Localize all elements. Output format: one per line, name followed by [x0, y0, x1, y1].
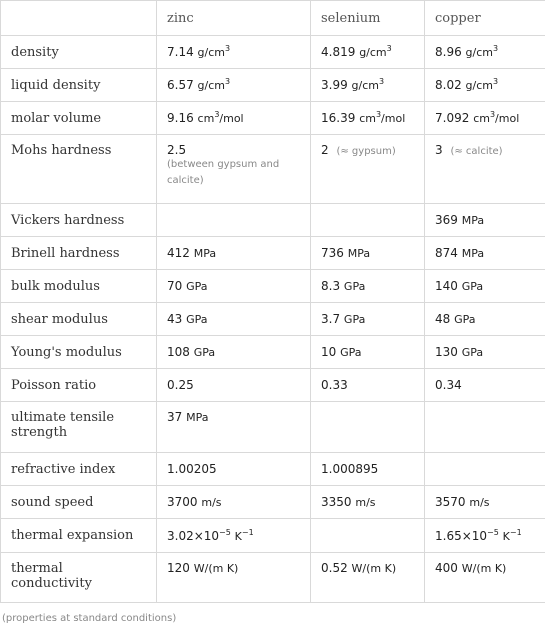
unit-exponent: 3: [386, 44, 392, 53]
value-number: 874: [435, 246, 458, 260]
row-label-vickers-hardness: Vickers hardness: [1, 204, 157, 237]
value-cell: [425, 237, 545, 270]
unit-label: MPa: [186, 411, 209, 424]
footer-note: (properties at standard conditions): [2, 613, 177, 624]
row-label-sound-speed: sound speed: [1, 486, 157, 519]
unit-label: GPa: [186, 313, 208, 326]
table-row: [1, 69, 545, 102]
table-row: [1, 102, 545, 135]
value-number: 0.34: [435, 378, 462, 392]
unit-label: g/cm: [465, 46, 493, 59]
value-number: 3.7: [321, 312, 341, 326]
value-number: 16.39: [321, 111, 356, 125]
value-number: 3: [435, 143, 443, 157]
unit-label: GPa: [461, 346, 484, 359]
exponent: −5: [219, 527, 231, 537]
unit-exponent: 3: [375, 110, 382, 119]
row-label-liquid-density: liquid density: [1, 69, 157, 102]
unit-exponent: 3: [214, 110, 220, 119]
corner-cell: [1, 1, 157, 36]
value-note: (between gypsum and calcite): [167, 159, 280, 186]
value-cell: [311, 204, 425, 237]
times-ten: ×10: [193, 528, 220, 543]
unit-suffix: /mol: [219, 112, 244, 125]
value-number: 3.02: [167, 528, 194, 543]
unit-exponent: 3: [225, 77, 231, 86]
value-number: 9.16: [167, 111, 194, 125]
value-cell: [311, 36, 425, 69]
unit-label: W/(m K): [461, 562, 507, 575]
value-number: 3350: [321, 495, 352, 509]
value-number: 6.57: [167, 78, 194, 92]
value-cell: [425, 270, 545, 303]
unit-exponent: 3: [493, 44, 499, 53]
value-number: 1.000895: [321, 462, 379, 476]
value-cell: [157, 303, 311, 336]
value-cell: [157, 519, 311, 553]
table-row: [1, 486, 545, 519]
value-number: 8.02: [435, 78, 462, 92]
unit-label: GPa: [461, 280, 484, 293]
value-number: 10: [321, 345, 337, 359]
column-header-copper: copper: [425, 1, 545, 36]
value-cell: [311, 336, 425, 369]
value-number: 48: [435, 312, 451, 326]
value-number: 140: [435, 279, 458, 293]
value-number: 400: [435, 561, 458, 575]
value-number: 7.092: [435, 111, 470, 125]
value-note: (≈ calcite): [450, 146, 503, 157]
value-number: 7.14: [167, 45, 194, 59]
value-number: 3570: [435, 495, 466, 509]
table-body: [1, 36, 545, 603]
value-number: 2.5: [167, 143, 187, 157]
value-cell: [157, 453, 311, 486]
value-cell: [311, 102, 425, 135]
row-label-bulk-modulus: bulk modulus: [1, 270, 157, 303]
value-number: 8.96: [435, 45, 462, 59]
row-label-thermal-conductivity: thermal conductivity: [1, 553, 157, 603]
unit-suffix: /mol: [495, 112, 520, 125]
value-cell: [311, 135, 425, 204]
unit-label: MPa: [461, 214, 485, 227]
value-cell: [157, 102, 311, 135]
value-number: 120: [167, 561, 190, 575]
value-number: 1.65: [435, 528, 462, 543]
unit-label: MPa: [193, 247, 217, 260]
value-note: (≈ gypsum): [336, 146, 396, 157]
column-header-zinc: zinc: [157, 1, 311, 36]
unit-label: W/(m K): [193, 562, 239, 575]
unit-label: K: [234, 529, 242, 543]
unit-label: g/cm: [465, 79, 493, 92]
value-number: 0.25: [167, 378, 194, 392]
exponent: −5: [487, 527, 499, 537]
unit-label: cm: [473, 112, 490, 125]
value-number: 3700: [167, 495, 198, 509]
unit-label: g/cm: [351, 79, 379, 92]
value-cell: [157, 69, 311, 102]
value-cell: [311, 553, 425, 603]
unit-label: W/(m K): [351, 562, 397, 575]
value-cell: [311, 486, 425, 519]
row-label-mohs-hardness: Mohs hardness: [1, 135, 157, 204]
unit-exponent: 3: [225, 44, 231, 53]
value-cell: [311, 402, 425, 453]
table-row: [1, 303, 545, 336]
value-cell: [311, 453, 425, 486]
unit-exponent: −1: [241, 527, 254, 537]
times-ten: ×10: [461, 528, 488, 543]
unit-label: g/cm: [359, 46, 387, 59]
row-label-thermal-expansion: thermal expansion: [1, 519, 157, 553]
value-cell: [157, 204, 311, 237]
value-number: 369: [435, 213, 458, 227]
unit-label: cm: [359, 112, 376, 125]
value-number: 0.33: [321, 378, 348, 392]
unit-label: m/s: [201, 496, 222, 509]
value-cell: [311, 270, 425, 303]
row-label-ultimate-tensile-strength: ultimate tensile strength: [1, 402, 157, 453]
value-cell: [157, 486, 311, 519]
value-cell: [425, 303, 545, 336]
value-cell: [311, 519, 425, 553]
value-cell: [425, 402, 545, 453]
table-row: [1, 369, 545, 402]
value-cell: [157, 553, 311, 603]
row-label-brinell-hardness: Brinell hardness: [1, 237, 157, 270]
row-label-shear-modulus: shear modulus: [1, 303, 157, 336]
value-cell: [311, 369, 425, 402]
value-cell: [425, 135, 545, 204]
unit-label: K: [502, 529, 510, 543]
header-row: [1, 1, 545, 36]
unit-exponent: 3: [489, 110, 496, 119]
value-number: 1.00205: [167, 462, 217, 476]
unit-label: cm: [197, 112, 215, 125]
value-cell: [425, 519, 545, 553]
value-cell: [157, 237, 311, 270]
value-cell: [157, 135, 311, 204]
value-number: 37: [167, 410, 183, 424]
row-label-young-s-modulus: Young's modulus: [1, 336, 157, 369]
value-number: 412: [167, 246, 190, 260]
unit-suffix: /mol: [381, 112, 406, 125]
value-cell: [425, 36, 545, 69]
unit-exponent: 3: [379, 77, 385, 86]
value-number: 70: [167, 279, 183, 293]
value-cell: [425, 369, 545, 402]
value-cell: [157, 336, 311, 369]
value-cell: [157, 369, 311, 402]
unit-label: m/s: [355, 496, 376, 509]
unit-label: MPa: [347, 247, 371, 260]
value-number: 3.99: [321, 78, 348, 92]
value-cell: [157, 36, 311, 69]
value-cell: [425, 69, 545, 102]
value-number: 130: [435, 345, 458, 359]
unit-exponent: −1: [509, 527, 522, 537]
row-label-molar-volume: molar volume: [1, 102, 157, 135]
table-row: [1, 36, 545, 69]
value-number: 108: [167, 345, 190, 359]
table-row: [1, 519, 545, 553]
table-row: [1, 135, 545, 204]
value-cell: [311, 69, 425, 102]
value-cell: [311, 237, 425, 270]
table-row: [1, 553, 545, 603]
value-cell: [425, 453, 545, 486]
table-row: [1, 336, 545, 369]
row-label-poisson-ratio: Poisson ratio: [1, 369, 157, 402]
value-cell: [425, 486, 545, 519]
table-row: [1, 453, 545, 486]
unit-label: GPa: [343, 313, 366, 326]
table-row: [1, 270, 545, 303]
row-label-density: density: [1, 36, 157, 69]
value-cell: [425, 204, 545, 237]
value-cell: [425, 553, 545, 603]
unit-label: GPa: [340, 346, 362, 359]
value-number: 8.3: [321, 279, 341, 293]
unit-label: g/cm: [197, 79, 225, 92]
unit-label: GPa: [343, 280, 366, 293]
table-row: [1, 237, 545, 270]
table-row: [1, 204, 545, 237]
value-number: 2: [321, 143, 329, 157]
value-cell: [311, 303, 425, 336]
value-number: 43: [167, 312, 183, 326]
value-number: 0.52: [321, 561, 348, 575]
value-cell: [157, 270, 311, 303]
unit-exponent: 3: [493, 77, 499, 86]
value-number: 736: [321, 246, 344, 260]
row-label-refractive-index: refractive index: [1, 453, 157, 486]
value-cell: [157, 402, 311, 453]
unit-label: GPa: [193, 346, 216, 359]
value-cell: [425, 102, 545, 135]
table-row: [1, 402, 545, 453]
unit-label: g/cm: [197, 46, 225, 59]
value-number: 4.819: [321, 45, 356, 59]
unit-label: GPa: [186, 280, 208, 293]
column-header-selenium: selenium: [311, 1, 425, 36]
value-cell: [425, 336, 545, 369]
unit-label: m/s: [469, 496, 490, 509]
unit-label: MPa: [461, 247, 485, 260]
unit-label: GPa: [454, 313, 476, 326]
